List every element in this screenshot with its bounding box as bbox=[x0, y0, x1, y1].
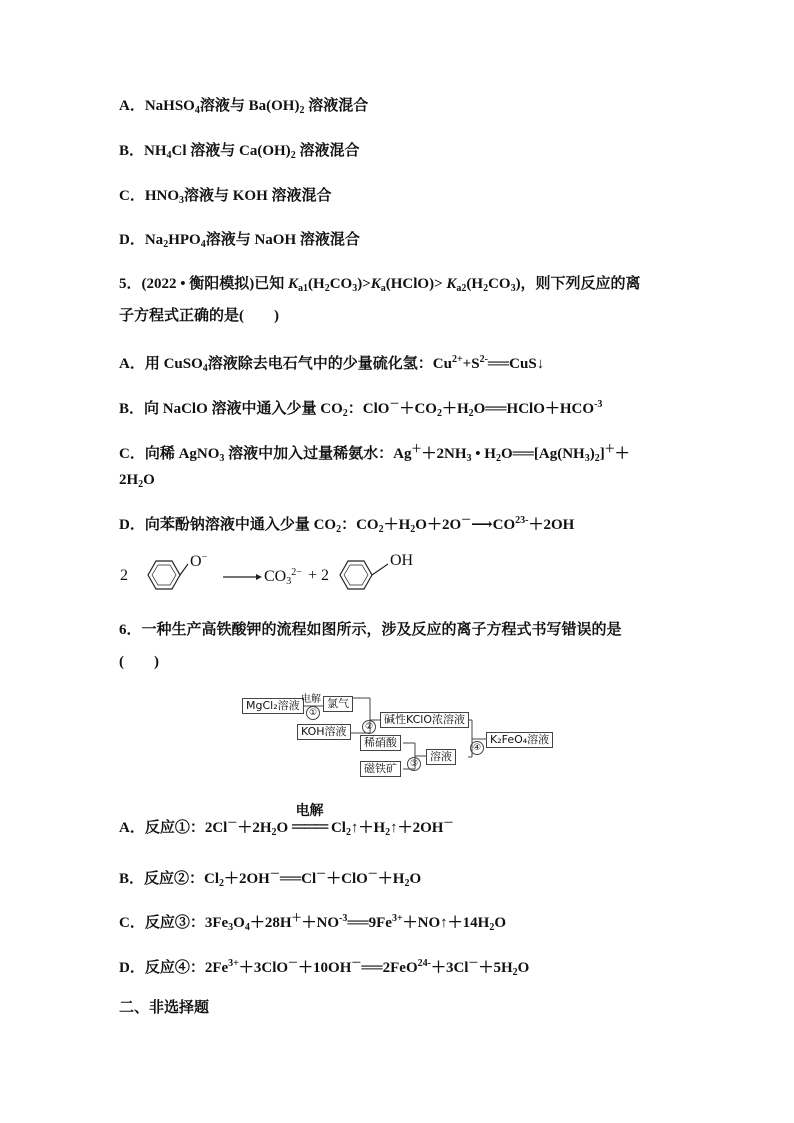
q5-option-c: C．向稀 AgNO$_3$ 溶液中加入过量稀氨水：$Ag^++2NH_3$ • $H_2O══[Ag(NH_3)_2]^++$ bbox=[119, 444, 630, 464]
o-minus: O− bbox=[190, 552, 208, 570]
carbonate: $CO_3^{2-}$ bbox=[264, 567, 302, 587]
flow-koh: KOH溶液 bbox=[297, 724, 351, 740]
q5-option-c-line2: $2H_2O$ bbox=[119, 472, 155, 490]
q5-stem-line2: 子方程式正确的是( ) bbox=[119, 308, 279, 324]
benzene-ring-left-icon bbox=[148, 561, 188, 589]
q4-option-c: C．$HNO_3$溶液与 KOH 溶液混合 bbox=[119, 188, 332, 206]
electrolysis-condition: 电解 bbox=[295, 804, 324, 819]
q6-stem-line2: ( ) bbox=[119, 654, 159, 670]
q6-option-b: B．反应②：$Cl_2+2OH^-══Cl^-+ClO^-+H_2O$ bbox=[119, 869, 422, 889]
flow-diagram bbox=[240, 690, 560, 785]
oh-group: OH bbox=[390, 552, 414, 569]
flow-k2feo4: K₂FeO₄溶液 bbox=[486, 732, 553, 748]
q5-option-a: A．用 CuSO$_4$溶液除去电石气中的少量硫化氢：$Cu^{2+}+S^{2-}══CuS↓$ bbox=[119, 354, 545, 374]
flow-solution: 溶液 bbox=[426, 749, 456, 765]
flow-step-2: ② bbox=[362, 720, 376, 734]
q5-option-d: D．向苯酚钠溶液中通入少量 $CO_2$：$CO_2+H_2O+2O^-⟶CO^{23-}+2OH$ bbox=[119, 515, 575, 535]
q5-stem-line1: 5．(2022 • 衡阳模拟)已知 $K_{a1}(H_2CO_3)>K_a(HClO)> K_{a2}(H_2CO_3)$，则下列反应的离 bbox=[119, 276, 641, 294]
q4-option-a: A．NaHSO$_4$溶液与 $Ba(OH)_2$ 溶液混合 bbox=[119, 98, 369, 116]
plus-2: + 2 bbox=[308, 567, 330, 584]
benzene-ring-right-icon bbox=[340, 561, 388, 589]
flow-step-3: ③ bbox=[407, 757, 421, 771]
flow-chlorine: 氯气 bbox=[323, 696, 353, 712]
flow-step-4: ④ bbox=[470, 741, 484, 755]
q4-option-d: D．$Na_2HPO_4$溶液与 NaOH 溶液混合 bbox=[119, 232, 360, 250]
flow-mgcl2: MgCl₂溶液 bbox=[242, 698, 304, 714]
q6-option-d: D．反应④：$2Fe^{3+}+3ClO^-+10OH^-══2FeO^{24-}+3Cl^-+5H_2O$ bbox=[119, 958, 530, 978]
q6-option-c: C．反应③：$3Fe_3O_4+28H^++NO^{-3}══9Fe^{3+}+NO↑+14H_2O$ bbox=[119, 913, 506, 933]
flow-magnetite: 磁铁矿 bbox=[360, 761, 401, 777]
q6-option-a: A．反应①：$2Cl^-+2H_2O$ 电解 ═══ $Cl_2↑+H_2↑+2OH^-$ bbox=[119, 804, 454, 838]
flow-kclo: 碱性KClO浓溶液 bbox=[380, 712, 469, 728]
flow-elec-label: 电解 bbox=[301, 694, 321, 705]
flow-hno3: 稀硝酸 bbox=[360, 735, 401, 751]
flow-step-1: ① bbox=[306, 706, 320, 720]
section-heading: 二、非选择题 bbox=[119, 1000, 210, 1016]
phenoxide-equation bbox=[118, 550, 438, 600]
q6-stem-line1: 6．一种生产高铁酸钾的流程如图所示，涉及反应的离子方程式书写错误的是 bbox=[119, 622, 622, 638]
reaction-arrow-head bbox=[256, 574, 262, 580]
q4-option-b: B．$NH_4Cl$ 溶液与 $Ca(OH)_2$ 溶液混合 bbox=[119, 143, 360, 161]
q5-option-b: B．向 NaClO 溶液中通入少量 $CO_2$：$ClO^-+CO_2+H_2O══HClO+HCO^{-3}$ bbox=[119, 399, 603, 419]
coef-2: 2 bbox=[120, 567, 128, 584]
